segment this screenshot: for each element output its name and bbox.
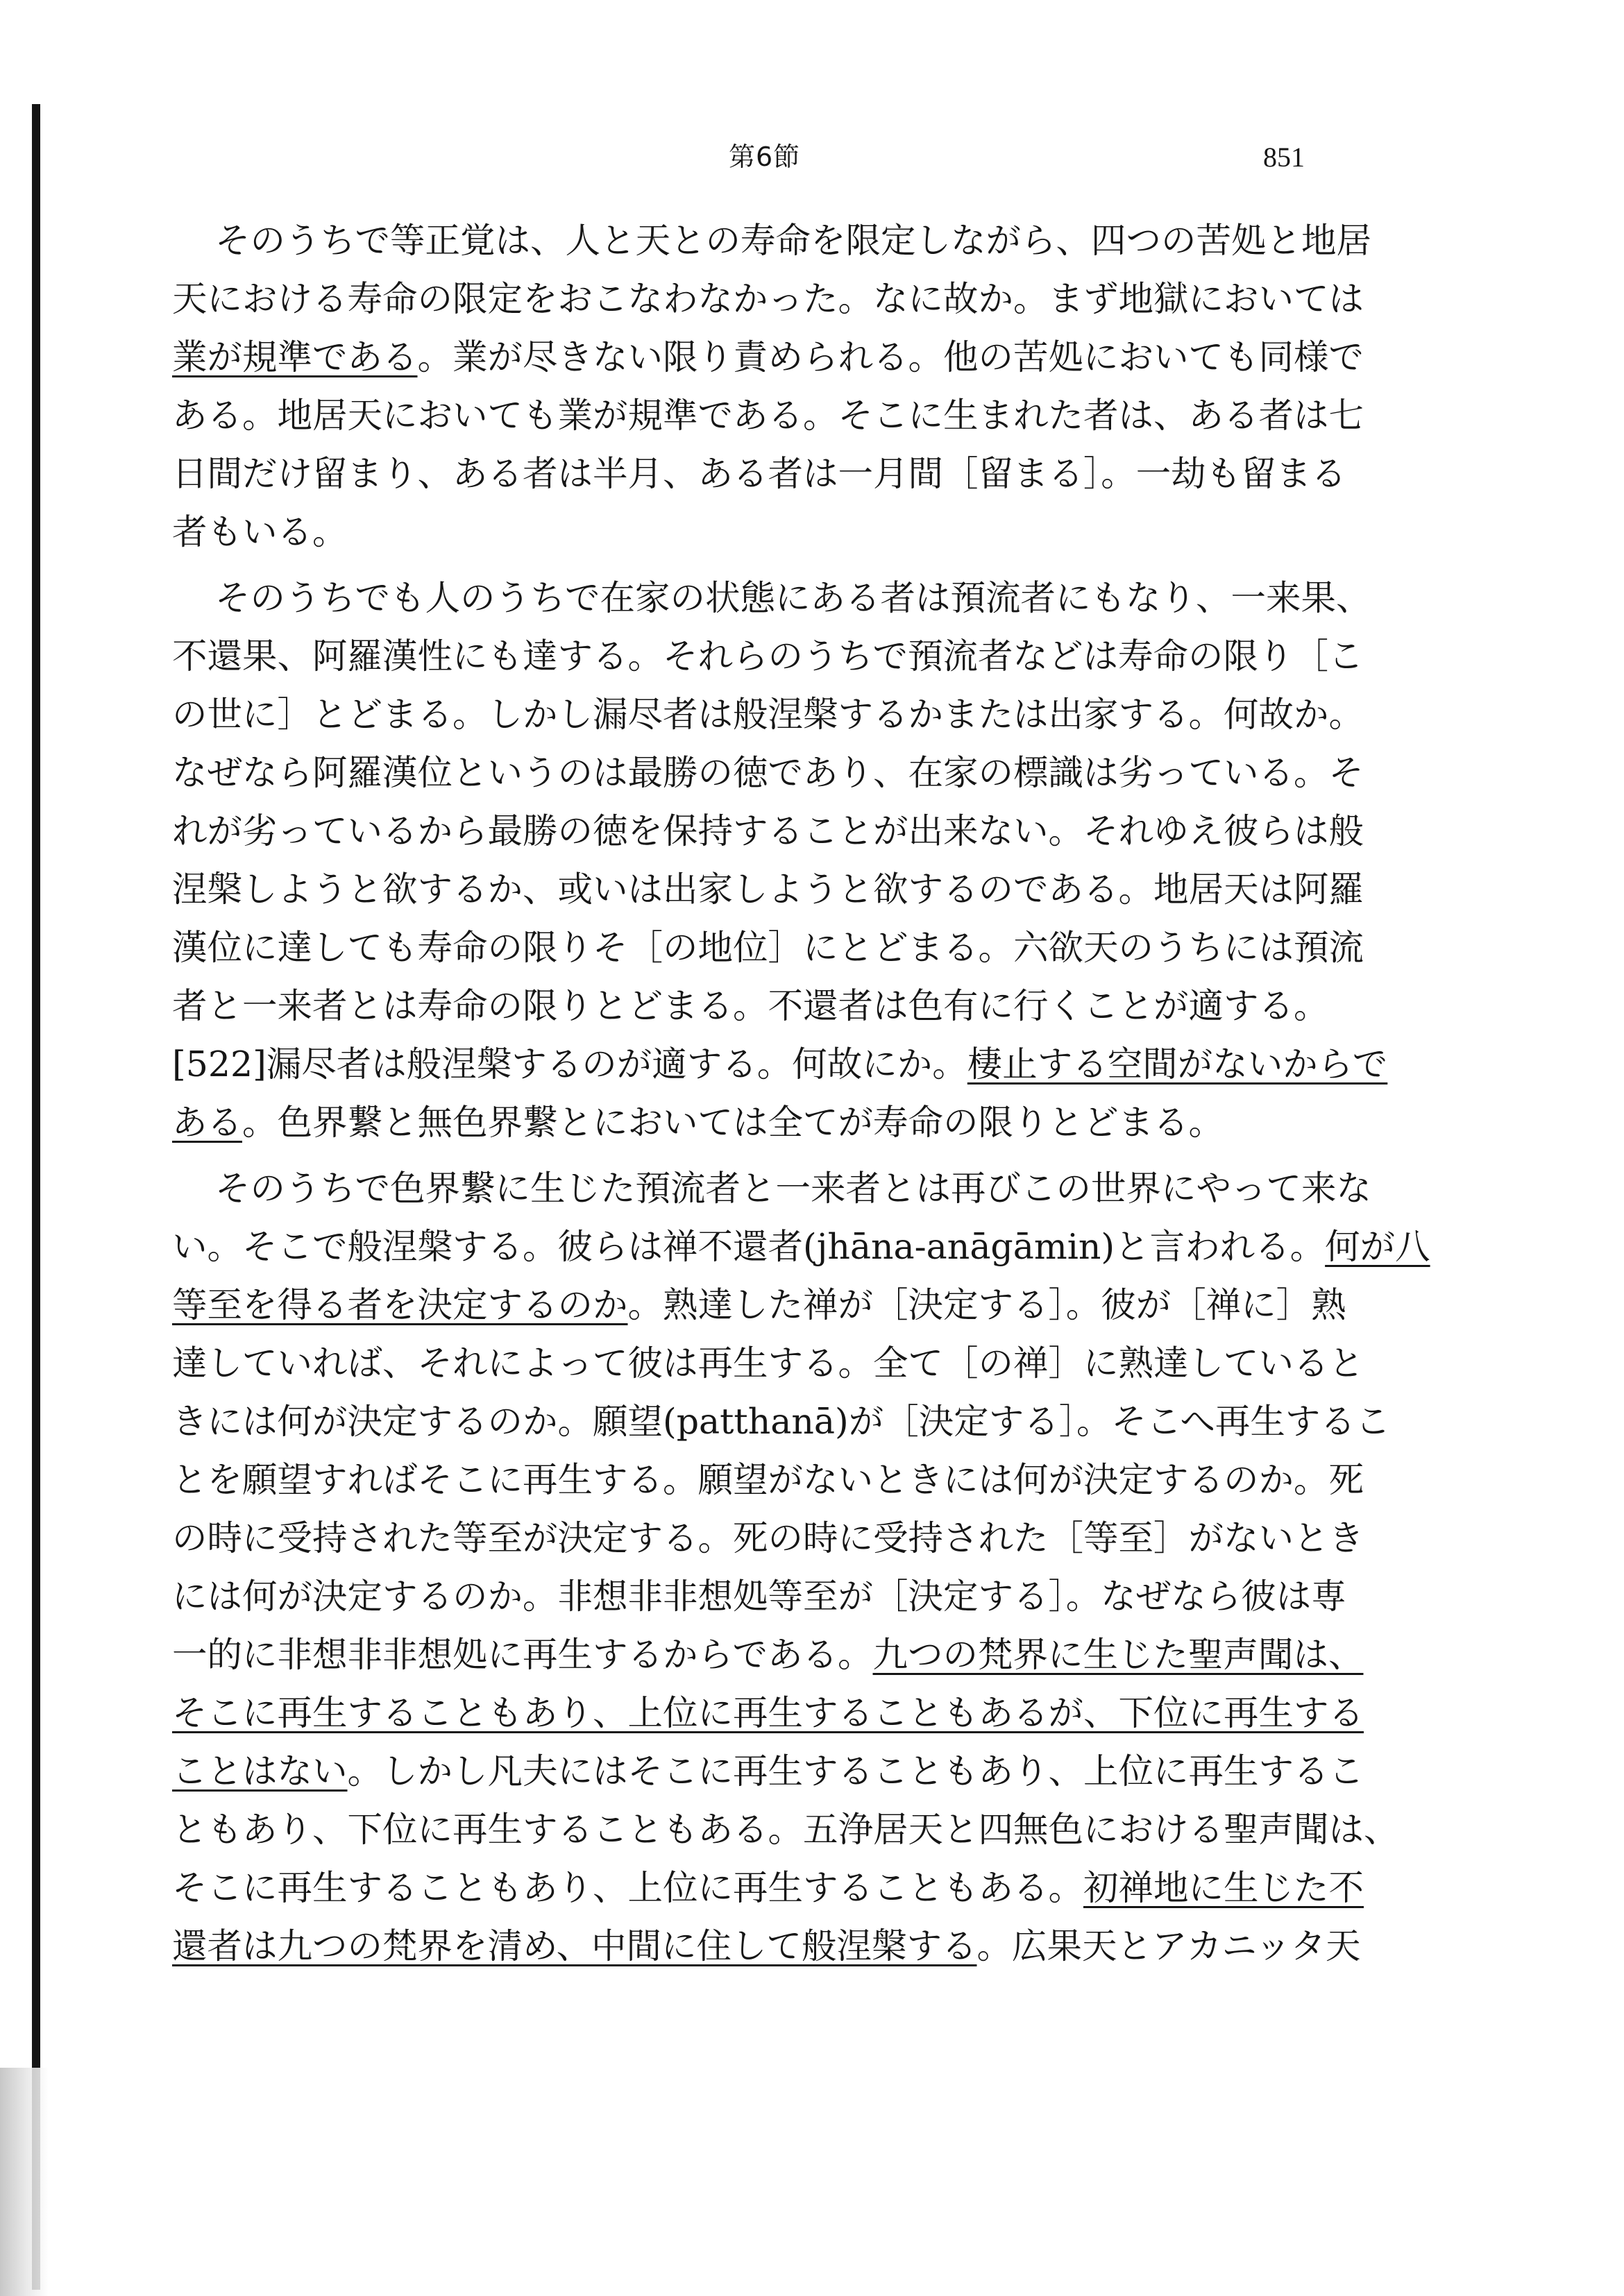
text-segment: 。熟達した禅が［決定する］。彼が［禅に］熟 <box>627 1284 1346 1325</box>
text-line <box>172 860 1387 919</box>
text-line <box>172 1094 1387 1152</box>
text-line <box>172 627 1387 686</box>
text-line <box>172 386 1387 445</box>
text-line <box>172 744 1387 802</box>
text-line <box>172 270 1387 328</box>
text-segment: [522]漏尽者は般涅槃するのが適する。何故にか。 <box>172 1044 967 1085</box>
text-segment: には何が決定するのか。非想非非想処等至が［決定する］。なぜなら彼は専 <box>172 1576 1346 1617</box>
text-segment: なぜなら阿羅漢位というのは最勝の徳であり、在家の標識は劣っている。そ <box>172 752 1364 793</box>
underlined-text: 棲止する空間がないからで <box>967 1044 1388 1085</box>
text-line <box>172 1567 1387 1626</box>
underlined-text: そこに再生することもあり、上位に再生することもあるが、下位に再生する <box>172 1692 1364 1733</box>
page-header <box>0 135 1624 177</box>
section-label: 第6節 <box>729 142 801 172</box>
text-segment: の世に］とどまる。しかし漏尽者は般涅槃するかまたは出家する。何故か。 <box>172 694 1364 735</box>
text-line <box>172 1334 1387 1393</box>
paragraph <box>172 212 1387 561</box>
text-line <box>172 802 1387 860</box>
paragraph <box>172 569 1387 1152</box>
text-segment: 者と一来者とは寿命の限りとどまる。不還者は色有に行くことが適する。 <box>172 985 1329 1026</box>
text-line <box>172 1742 1387 1801</box>
underlined-text: ことはない <box>172 1751 348 1792</box>
text-line <box>172 1684 1387 1742</box>
text-line <box>172 503 1387 561</box>
text-line <box>172 1451 1387 1509</box>
text-line <box>172 1276 1387 1334</box>
text-segment: 達していれば、それによって彼は再生する。全て［の禅］に熟達していると <box>172 1343 1364 1384</box>
underlined-text: 業が規準である <box>172 337 418 377</box>
text-segment: ある。地居天においても業が規準である。そこに生まれた者は、ある者は七 <box>172 395 1364 436</box>
text-segment: ともあり、下位に再生することもある。五浄居天と四無色における聖声聞は、 <box>172 1809 1399 1850</box>
text-line <box>172 212 1387 270</box>
text-segment: 。色界繋と無色界繋とにおいては全てが寿命の限りとどまる。 <box>242 1102 1224 1143</box>
text-line <box>172 1917 1387 1975</box>
text-line <box>172 686 1387 744</box>
text-line <box>172 1393 1391 1451</box>
underlined-text: 等至を得る者を決定するのか <box>172 1284 628 1325</box>
text-segment: 一的に非想非非想処に再生するからである。 <box>172 1634 873 1675</box>
text-line <box>172 1035 1387 1094</box>
text-line <box>172 1801 1399 1859</box>
text-segment: 。しかし凡夫にはそこに再生することもあり、上位に再生するこ <box>347 1751 1364 1792</box>
text-segment: れが劣っているから最勝の徳を保持することが出来ない。それゆえ彼らは般 <box>172 810 1364 851</box>
text-line <box>172 445 1387 503</box>
text-segment: そのうちでも人のうちで在家の状態にある者は預流者にもなり、一来果、 <box>215 577 1371 618</box>
text-line <box>172 977 1387 1035</box>
text-segment: 不還果、阿羅漢性にも達する。それらのうちで預流者などは寿命の限り［こ <box>172 636 1364 677</box>
text-line <box>172 1218 1430 1276</box>
text-segment: 日間だけ留まり、ある者は半月、ある者は一月間［留まる］。一劫も留まる <box>172 453 1346 494</box>
paragraph <box>172 1159 1430 1975</box>
text-segment: 。広果天とアカニッタ天 <box>976 1925 1361 1966</box>
text-segment: の時に受持された等至が決定する。死の時に受持された［等至］がないとき <box>172 1517 1364 1558</box>
text-line <box>172 569 1387 627</box>
text-segment: 。業が尽きない限り責められる。他の苦処においても同様で <box>417 337 1364 377</box>
underlined-text: 還者は九つの梵界を清め、中間に住して般涅槃する <box>172 1925 977 1966</box>
scan-shadow <box>0 2068 49 2296</box>
text-segment: とを願望すればそこに再生する。願望がないときには何が決定するのか。死 <box>172 1459 1364 1500</box>
text-segment: そのうちで等正覚は、人と天との寿命を限定しながら、四つの苦処と地居 <box>215 220 1371 261</box>
text-line <box>172 919 1387 977</box>
text-line <box>172 328 1387 386</box>
text-segment: 天における寿命の限定をおこなわなかった。なに故か。まず地獄においては <box>172 278 1364 319</box>
text-segment: そこに再生することもあり、上位に再生することもある。 <box>172 1867 1083 1908</box>
text-line <box>172 1159 1387 1218</box>
text-line <box>172 1626 1387 1684</box>
underlined-text: 何が八 <box>1325 1226 1430 1267</box>
body-text <box>172 212 1430 1983</box>
text-line <box>172 1509 1387 1567</box>
text-segment: 涅槃しようと欲するか、或いは出家しようと欲するのである。地居天は阿羅 <box>172 869 1364 910</box>
text-segment: 漢位に達しても寿命の限りそ［の地位］にとどまる。六欲天のうちには預流 <box>172 927 1364 968</box>
underlined-text: 九つの梵界に生じた聖声聞は、 <box>872 1634 1364 1675</box>
text-segment: きには何が決定するのか。願望(patthanā)が［決定する］。そこへ再生するこ <box>172 1401 1391 1442</box>
underlined-text: ある <box>172 1102 242 1143</box>
binding-edge <box>32 104 40 2290</box>
text-segment: 者もいる。 <box>172 511 348 552</box>
text-segment: そのうちで色界繋に生じた預流者と一来者とは再びこの世界にやって来な <box>215 1168 1371 1209</box>
underlined-text: 初禅地に生じた不 <box>1083 1867 1364 1908</box>
page-number: 851 <box>1263 142 1305 173</box>
text-line <box>172 1859 1387 1917</box>
text-segment: い。そこで般涅槃する。彼らは禅不還者(jhāna-anāgāmin)と言われる。 <box>172 1226 1326 1267</box>
